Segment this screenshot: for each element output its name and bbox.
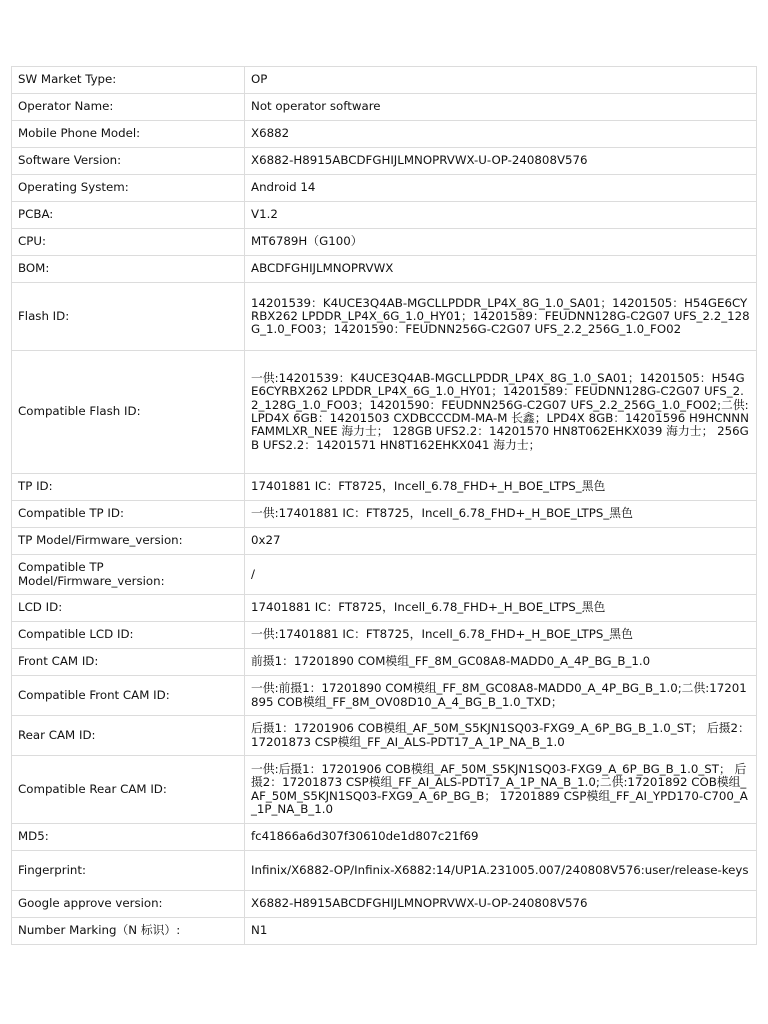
row-label: TP Model/Firmware_version: (12, 528, 245, 555)
row-value: 17401881 IC：FT8725，Incell_6.78_FHD+_H_BOE_LTPS_黑色 (245, 595, 757, 622)
row-value: 一供:后摄1：17201906 COB模组_AF_50M_S5KJN1SQ03-FXG9_A_6P_BG_B_1.0_ST； 后摄2：17201873 CSP模组_FF_AI_ALS-PDT17_A_1P_NA_B_1.0;二供:17201892 COB模组_AF_50M_S5KJN1SQ03-FXG9_A_6P_BG_B； 17201889 CSP模组_FF_AI_YPD170-C700_A_1P_NA_B_1.0 (245, 756, 757, 824)
table-row (12, 94, 757, 121)
row-value: fc41866a6d307f30610de1d807c21f69 (245, 824, 757, 851)
row-value: V1.2 (245, 202, 757, 229)
table-row (12, 283, 757, 351)
row-label: Rear CAM ID: (12, 716, 245, 756)
row-label: Google approve version: (12, 891, 245, 918)
row-label: Fingerprint: (12, 851, 245, 891)
spec-table (11, 66, 757, 945)
row-value: 一供:14201539：K4UCE3Q4AB-MGCLLPDDR_LP4X_8G_1.0_SA01；14201505：H54GE6CYRBX262 LPDDR_LP4X_6G_1.0_HY01；14201589：FEUDNN128G-C2G07 UFS_2.2_128G_1.0_FO03；14201590：FEUDNN256G-C2G07 UFS_2.2_256G_1.0_FO02;二供:LPD4X 6GB：14201503 CXDBCCCDM-MA-M 长鑫；LPD4X 8GB：14201596 H9HCNNNFAMMLXR_NEE 海力士； 128GB UFS2.2：14201570 HN8T062EHKX039 海力士； 256GB UFS2.2：14201571 HN8T162EHKX041 海力士； (245, 351, 757, 474)
row-value: 前摄1：17201890 COM模组_FF_8M_GC08A8-MADD0_A_4P_BG_B_1.0 (245, 649, 757, 676)
row-label: Compatible Flash ID: (12, 351, 245, 474)
table-row (12, 918, 757, 945)
table-row (12, 121, 757, 148)
table-row (12, 202, 757, 229)
row-label: Compatible TP ID: (12, 501, 245, 528)
table-row (12, 474, 757, 501)
row-value: X6882-H8915ABCDFGHIJLMNOPRVWX-U-OP-240808V576 (245, 891, 757, 918)
table-row (12, 676, 757, 716)
table-row (12, 528, 757, 555)
table-row (12, 555, 757, 595)
row-value: OP (245, 67, 757, 94)
row-label: Operating System: (12, 175, 245, 202)
row-value: / (245, 555, 757, 595)
table-row (12, 622, 757, 649)
row-value: 一供:前摄1：17201890 COM模组_FF_8M_GC08A8-MADD0_A_4P_BG_B_1.0;二供:17201895 COB模组_FF_8M_OV08D10_A_4_BG_B_1.0_TXD； (245, 676, 757, 716)
row-value: Not operator software (245, 94, 757, 121)
row-value: 17401881 IC：FT8725，Incell_6.78_FHD+_H_BOE_LTPS_黑色 (245, 474, 757, 501)
row-label: LCD ID: (12, 595, 245, 622)
table-row (12, 175, 757, 202)
row-label: Number Marking（N 标识）: (12, 918, 245, 945)
row-value: 一供:17401881 IC：FT8725，Incell_6.78_FHD+_H_BOE_LTPS_黑色 (245, 501, 757, 528)
row-value: X6882-H8915ABCDFGHIJLMNOPRVWX-U-OP-240808V576 (245, 148, 757, 175)
row-label: Compatible TP Model/Firmware_version: (12, 555, 245, 595)
row-label: Compatible Front CAM ID: (12, 676, 245, 716)
table-row (12, 851, 757, 891)
row-label: BOM: (12, 256, 245, 283)
row-value: 14201539：K4UCE3Q4AB-MGCLLPDDR_LP4X_8G_1.0_SA01；14201505：H54GE6CYRBX262 LPDDR_LP4X_6G_1.0_HY01；14201589：FEUDNN128G-C2G07 UFS_2.2_128G_1.0_FO03；14201590：FEUDNN256G-C2G07 UFS_2.2_256G_1.0_FO02 (245, 283, 757, 351)
table-row (12, 67, 757, 94)
row-label: SW Market Type: (12, 67, 245, 94)
row-value: MT6789H（G100） (245, 229, 757, 256)
row-label: MD5: (12, 824, 245, 851)
row-value: ABCDFGHIJLMNOPRVWX (245, 256, 757, 283)
row-label: Mobile Phone Model: (12, 121, 245, 148)
table-row (12, 256, 757, 283)
row-label: Software Version: (12, 148, 245, 175)
table-row (12, 229, 757, 256)
row-label: PCBA: (12, 202, 245, 229)
table-row (12, 716, 757, 756)
table-row (12, 351, 757, 474)
row-label: Compatible Rear CAM ID: (12, 756, 245, 824)
table-row (12, 649, 757, 676)
row-value: Android 14 (245, 175, 757, 202)
row-value: 后摄1：17201906 COB模组_AF_50M_S5KJN1SQ03-FXG9_A_6P_BG_B_1.0_ST； 后摄2：17201873 CSP模组_FF_AI_ALS-PDT17_A_1P_NA_B_1.0 (245, 716, 757, 756)
row-value: 0x27 (245, 528, 757, 555)
row-value: N1 (245, 918, 757, 945)
row-value: Infinix/X6882-OP/Infinix-X6882:14/UP1A.231005.007/240808V576:user/release-keys (245, 851, 757, 891)
row-label: Front CAM ID: (12, 649, 245, 676)
row-label: TP ID: (12, 474, 245, 501)
table-row (12, 148, 757, 175)
table-row (12, 824, 757, 851)
row-label: Operator Name: (12, 94, 245, 121)
row-value: X6882 (245, 121, 757, 148)
row-label: Flash ID: (12, 283, 245, 351)
table-row (12, 595, 757, 622)
table-row (12, 501, 757, 528)
row-value: 一供:17401881 IC：FT8725，Incell_6.78_FHD+_H_BOE_LTPS_黑色 (245, 622, 757, 649)
table-row (12, 756, 757, 824)
table-row (12, 891, 757, 918)
row-label: Compatible LCD ID: (12, 622, 245, 649)
row-label: CPU: (12, 229, 245, 256)
